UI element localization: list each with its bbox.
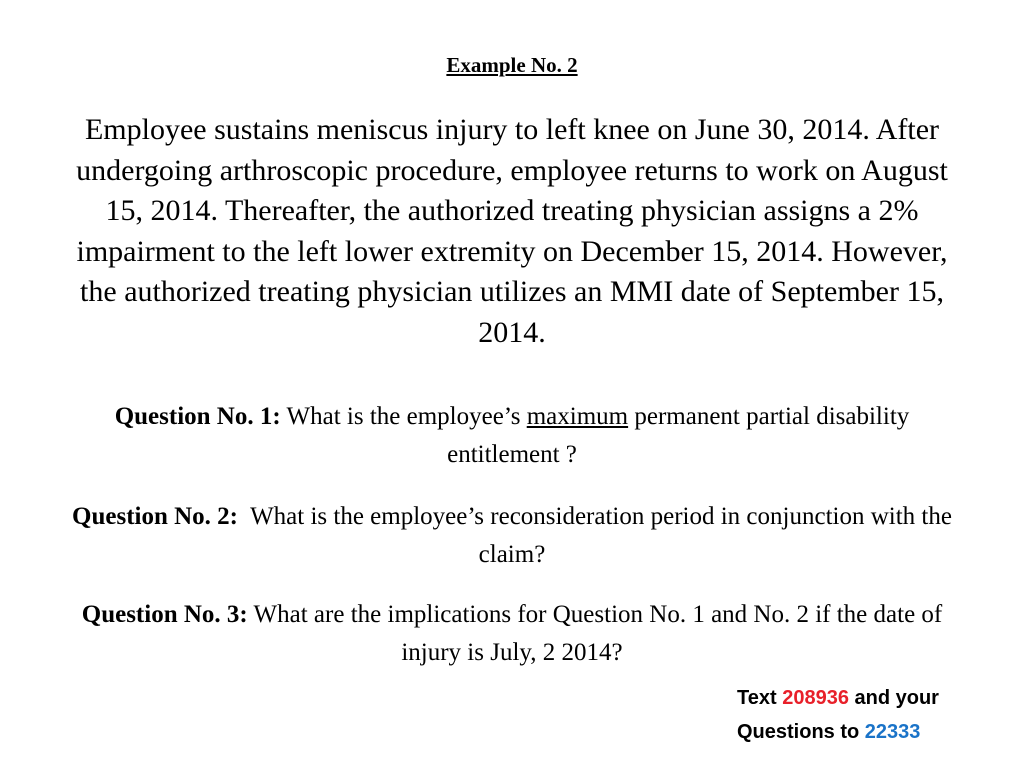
question-3 [60,596,964,672]
question-1-label: Question No. 1: [114,403,281,430]
text-prompt-suffix: and your [854,687,939,709]
question-1-text-after: permanent partial disability entitlement ? [447,403,910,468]
text-prompt [737,681,1017,749]
event-code: 208936 [782,687,849,709]
question-1-text-before: What is the employee’s [286,403,521,430]
question-2 [60,498,964,574]
scenario-text: Employee sustains meniscus injury to left knee on June 30, 2014. After undergoing arthroscopic procedure, employee returns to work on August 15, 2014. Thereafter, the authorized treating physician assigns a 2% impairment to the left lower extremity on December 15, 2014. However, the authorized treating physician utilizes an MMI date of September 15, 2014. [76,113,948,349]
short-code: 22333 [864,721,921,743]
question-2-label: Question No. 2: [72,503,238,530]
text-prompt-line-1 [737,681,1017,715]
text-prompt-line2-prefix: Questions to [737,721,860,743]
question-2-text: What is the employee’s reconsideration period in conjunction with the claim? [250,503,952,568]
text-prompt-line-2 [737,715,1017,749]
question-3-label: Question No. 3: [81,601,248,628]
slide-title: Example No. 2 [446,53,578,77]
text-prompt-prefix: Text [737,687,777,709]
question-1 [60,398,964,474]
question-3-text: What are the implications for Question No. 1 and No. 2 if the date of injury is July, 2 2014? [253,601,943,666]
question-1-emphasis: maximum [526,403,629,430]
